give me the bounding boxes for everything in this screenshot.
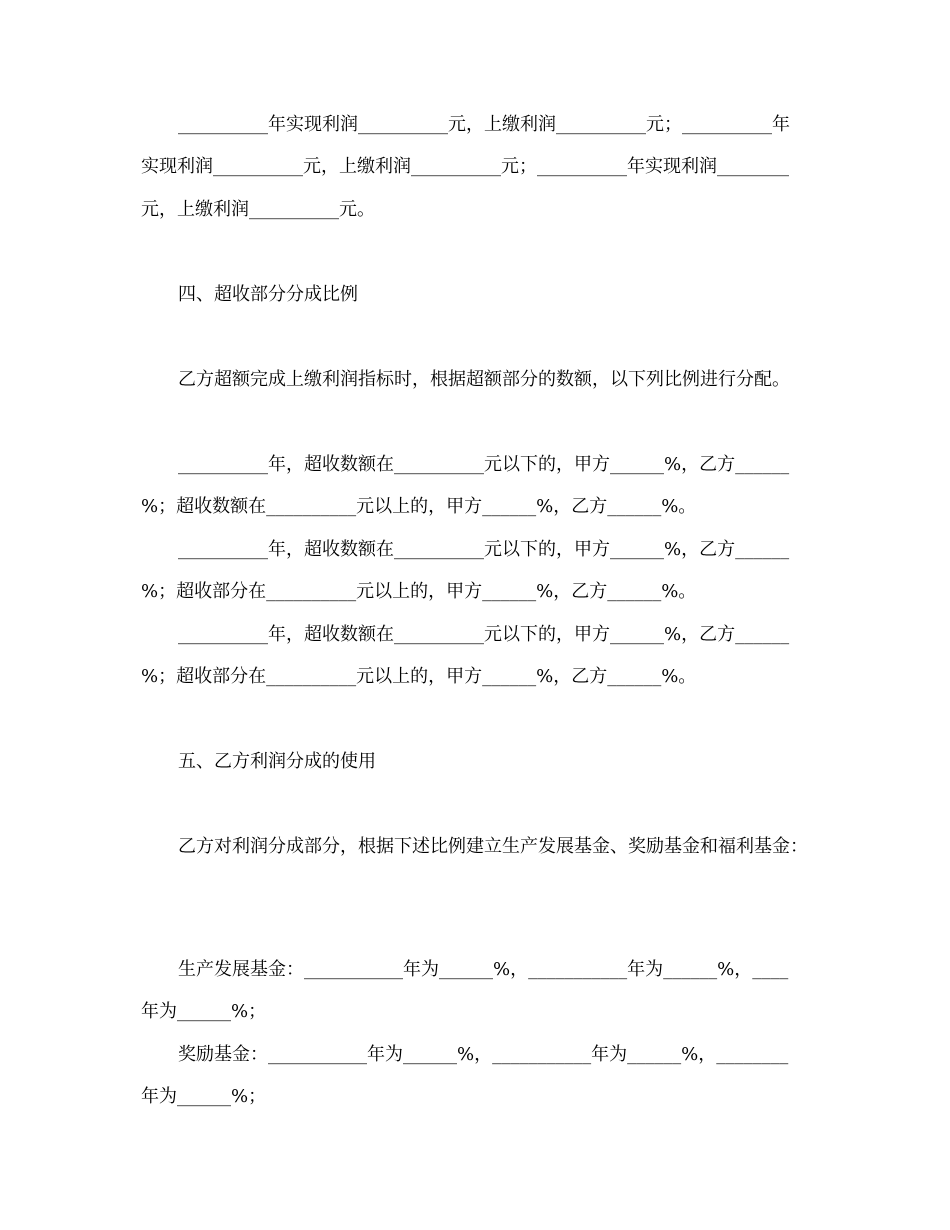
text-line-content: %；超收数额在__________元以上的，甲方______%，乙方______%。 [141,496,697,517]
text-line-content: 生产发展基金：___________年为______%，___________年为______%，____ [178,959,789,980]
section-heading-text: 五、乙方利润分成的使用 [178,751,376,772]
text-line-content: 乙方对利润分成部分，根据下述比例建立生产发展基金、奖励基金和福利基金： [178,836,808,857]
text-line-content: __________年，超收数额在__________元以下的，甲方______%，乙方______ [178,624,790,645]
text-line-content: 元，上缴利润__________元。 [141,199,375,220]
text-line-content: %；超收部分在__________元以上的，甲方______%，乙方______%。 [141,581,697,602]
text-line [0,450,950,480]
text-line [0,365,950,395]
text-line [0,1082,950,1112]
text-line-content: __________年，超收数额在__________元以下的，甲方______%，乙方______ [178,539,790,560]
text-line-content: 年为______%； [141,1086,267,1107]
text-line [0,997,950,1027]
text-line-content: 奖励基金：___________年为______%，___________年为______%，________ [178,1044,789,1065]
text-line-content: 乙方超额完成上缴利润指标时，根据超额部分的数额，以下列比例进行分配。 [178,369,790,390]
text-line [0,832,950,862]
section-heading [0,280,950,310]
text-line [0,577,950,607]
text-line-content: __________年实现利润__________元，上缴利润__________元；__________年 [178,114,790,135]
text-line [0,492,950,522]
text-line [0,152,950,182]
text-line [0,1040,950,1070]
text-line-content: __________年，超收数额在__________元以下的，甲方______%，乙方______ [178,454,790,475]
text-line-content: 实现利润__________元，上缴利润__________元；__________年实现利润________ [141,156,789,177]
text-line [0,535,950,565]
section-heading-text: 四、超收部分分成比例 [178,284,358,305]
text-line-content: %；超收部分在__________元以上的，甲方______%，乙方______%。 [141,666,697,687]
text-line [0,110,950,140]
text-line [0,620,950,650]
text-line [0,955,950,985]
text-line [0,195,950,225]
text-line [0,662,950,692]
section-heading [0,747,950,777]
text-line-content: 年为______%； [141,1001,267,1022]
